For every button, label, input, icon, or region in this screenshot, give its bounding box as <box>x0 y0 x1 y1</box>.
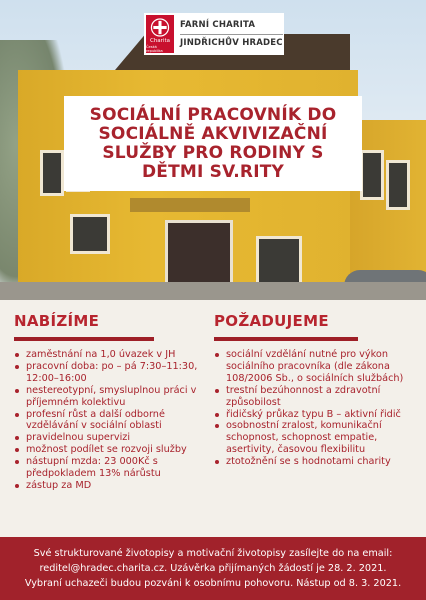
list-item: profesní růst a další odborné vzdělávání v sociální oblasti <box>14 409 204 433</box>
list-item: nástupní mzda: 23 000Kč s předpokladem 13% nárůstu <box>14 456 204 480</box>
offer-section <box>14 312 204 492</box>
window <box>40 150 64 196</box>
list-item: osobnostní zralost, komunikační schopnost, schopnost empatie, asertivity, časovou flexibilitu <box>214 420 414 456</box>
footer-banner <box>0 537 426 600</box>
logo-line-1: FARNÍ CHARITA <box>180 19 256 30</box>
offer-heading: NABÍZÍME <box>14 312 100 330</box>
requirements-heading: POŽADUJEME <box>214 312 329 330</box>
logo-text <box>180 19 283 50</box>
list-item: řidičský průkaz typu B – aktivní řidič <box>214 409 414 421</box>
window <box>70 214 110 254</box>
window <box>386 160 410 210</box>
offer-divider <box>14 337 154 341</box>
title-box <box>64 96 362 191</box>
list-item: zástup za MD <box>14 480 204 492</box>
charita-cross-icon <box>146 15 174 53</box>
offer-list <box>14 349 204 492</box>
list-item: pracovní doba: po – pá 7:30–11:30, 12:00–16:00 <box>14 361 204 385</box>
requirements-list <box>214 349 414 468</box>
list-item: nestereotypní, smysluplnou práci v příjemném kolektivu <box>14 385 204 409</box>
list-item: pravidelnou supervizi <box>14 432 204 444</box>
page-title: SOCIÁLNÍ PRACOVNÍK DO SOCIÁLNĚ AKVIVIZAČNÍ SLUŽBY PRO RODINY S DĚTMI SV.RITY <box>89 104 337 182</box>
list-item: ztotožnění se s hodnotami charity <box>214 456 414 468</box>
ground <box>0 282 426 300</box>
logo-mark-label: Charita <box>149 38 170 44</box>
list-item: sociální vzdělání nutné pro výkon sociálního pracovníka (dle zákona 108/2006 Sb., o sociálních službách) <box>214 349 414 385</box>
entrance-canopy <box>130 198 250 212</box>
requirements-section <box>214 312 414 468</box>
logo-line-2: JINDŘICHŮV HRADEC <box>180 34 283 50</box>
list-item: trestní bezúhonnost a zdravotní způsobilost <box>214 385 414 409</box>
list-item: zaměstnání na 1,0 úvazek v JH <box>14 349 204 361</box>
window <box>360 150 384 200</box>
charita-logo <box>144 13 284 55</box>
footer-contact-text: Své strukturované životopisy a motivační životopisy zasílejte do na email: reditel@hradec.charita.cz. Uzávěrka přijímaných žádostí je 28. 2. 2021. <box>33 548 393 574</box>
footer-interview-text: Vybraní uchazeči budou pozváni k osobnímu pohovoru. Nástup od 8. 3. 2021. <box>24 578 402 589</box>
list-item: možnost podílet se rozvoji služby <box>14 444 204 456</box>
requirements-divider <box>214 337 358 341</box>
logo-mark-sublabel: Česká republika <box>146 45 163 53</box>
